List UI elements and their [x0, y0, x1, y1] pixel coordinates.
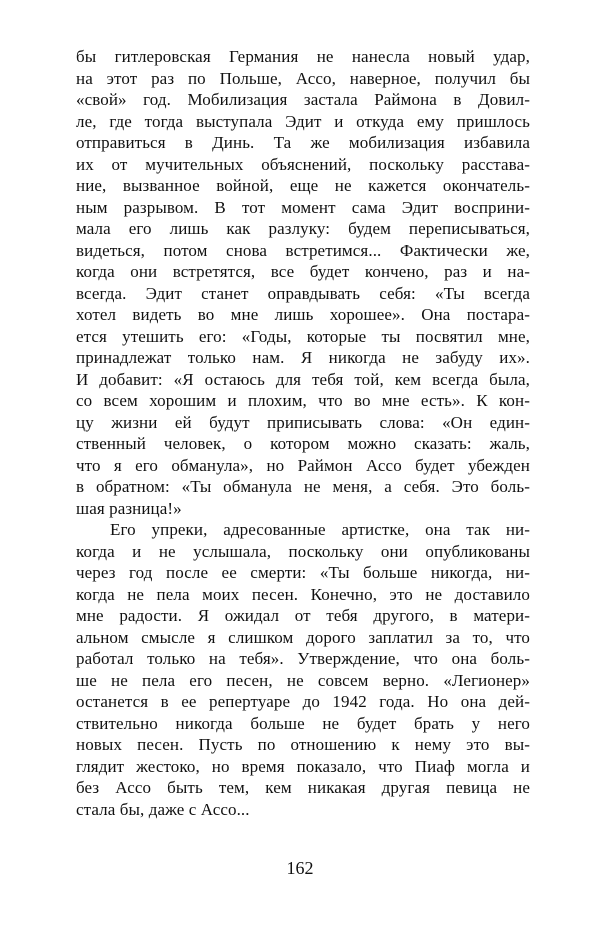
- text-line: ным разрывом. В тот момент сама Эдит восприни-: [76, 197, 530, 217]
- text-line: глядит жестоко, но время показало, что Пиаф могла и: [76, 756, 530, 776]
- body-text: [76, 46, 530, 820]
- text-line: всегда. Эдит станет оправдывать себя: «Ты всегда: [76, 283, 530, 303]
- text-line: хотел видеть во мне лишь хорошее». Она постара-: [76, 305, 530, 324]
- text-line: бы гитлеровская Германия не нанесла новый удар,: [76, 47, 530, 66]
- text-line: отправиться в Динь. Та же мобилизация избавила: [76, 133, 530, 152]
- text-line: принадлежат только нам. Я никогда не забуду их».: [76, 348, 530, 367]
- text-line: новых песен. Пусть по отношению к нему это вы-: [76, 735, 530, 754]
- text-line: шая разница!»: [76, 498, 182, 518]
- text-line: мне радости. Я ожидал от тебя другого, в матери-: [76, 606, 530, 625]
- text-line: «свой» год. Мобилизация застала Раймона в Довил-: [76, 90, 530, 109]
- text-line: альном смысле я слишком дорого заплатил за то, что: [76, 627, 530, 647]
- text-line: ется утешить его: «Годы, которые ты посвятил мне,: [76, 326, 530, 346]
- text-line: цу жизни ей будут приписывать слова: «Он един-: [76, 412, 530, 432]
- text-line: работал только на тебя». Утверждение, что она боль-: [76, 649, 530, 668]
- text-line: ствительно никогда больше не будет брать у него: [76, 713, 530, 733]
- text-line: стала бы, даже с Ассо...: [76, 799, 250, 819]
- text-line: когда не пела моих песен. Конечно, это не доставило: [76, 584, 530, 604]
- text-line: ние, вызванное войной, еще не кажется окончатель-: [76, 176, 530, 195]
- text-line: Его упреки, адресованные артистке, она так ни-: [110, 520, 530, 539]
- text-line: И добавит: «Я остаюсь для тебя той, кем всегда была,: [76, 369, 530, 389]
- text-line: со всем хорошим и плохим, что во мне есть». К кон-: [76, 391, 530, 410]
- text-line: ше не пела его песен, не совсем верно. «Легионер»: [76, 670, 530, 690]
- text-line: мала его лишь как разлуку: будем переписываться,: [76, 219, 530, 238]
- text-line: их от мучительных объяснений, поскольку расстава-: [76, 154, 530, 174]
- text-line: когда они встретятся, все будет кончено, раз и на-: [76, 262, 530, 281]
- paragraph-1: [76, 46, 530, 519]
- text-line: что я его обманула», но Раймон Ассо будет убежден: [76, 455, 530, 475]
- text-line: ственный человек, о котором можно сказать: жаль,: [76, 434, 530, 453]
- text-line: без Ассо быть тем, кем никакая другая певица не: [76, 778, 530, 797]
- paragraph-2: [76, 519, 530, 820]
- text-line: ле, где тогда выступала Эдит и откуда ему пришлось: [76, 111, 530, 131]
- text-line: через год после ее смерти: «Ты больше никогда, ни-: [76, 563, 530, 582]
- text-line: останется в ее репертуаре до 1942 года. Но она дей-: [76, 692, 530, 711]
- text-line: когда и не услышала, поскольку они опубликованы: [76, 541, 530, 561]
- text-line: в обратном: «Ты обманула не меня, а себя. Это боль-: [76, 477, 530, 496]
- text-line: видеться, потом снова встретимся... Фактически же,: [76, 240, 530, 260]
- text-line: на этот раз по Польше, Ассо, наверное, получил бы: [76, 68, 530, 88]
- page-number: 162: [286, 858, 314, 878]
